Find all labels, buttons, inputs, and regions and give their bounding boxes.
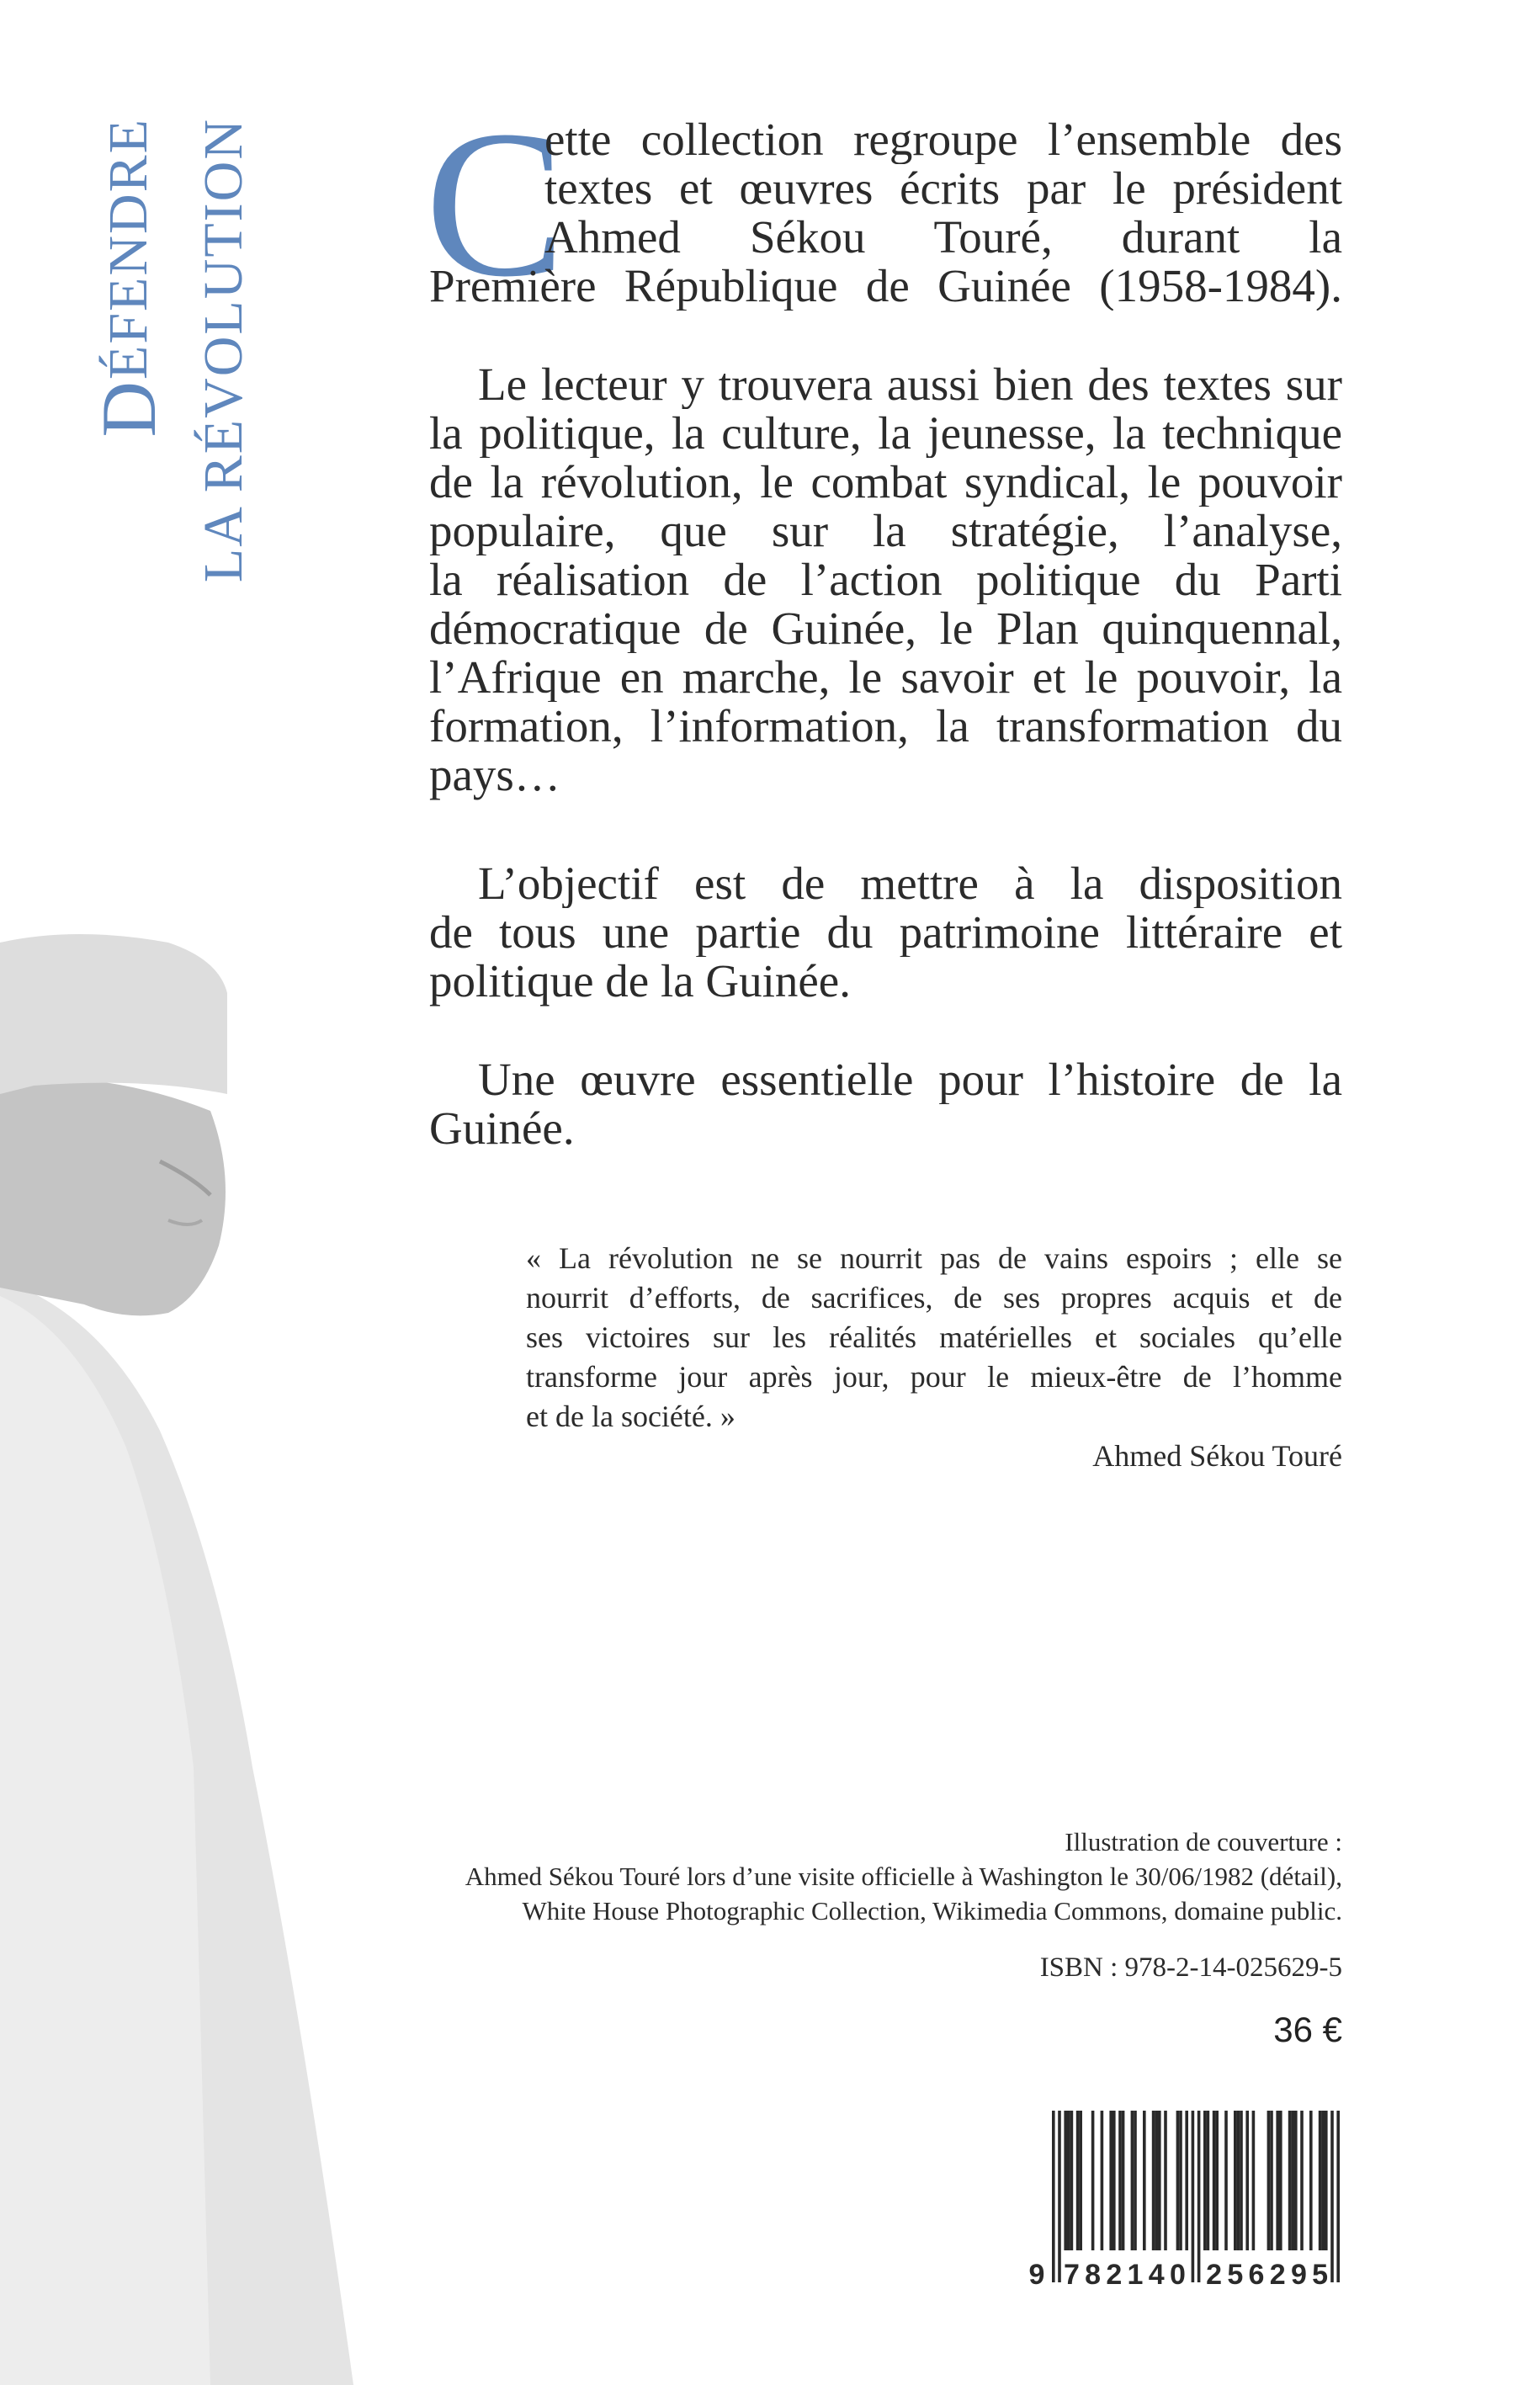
barcode-digit: 8 bbox=[1085, 2259, 1102, 2289]
barcode-bar bbox=[1143, 2111, 1146, 2250]
text-line: Guinée. bbox=[429, 1102, 575, 1154]
barcode-bar bbox=[1185, 2111, 1188, 2250]
barcode-bar bbox=[1118, 2111, 1122, 2250]
paragraph-topics bbox=[429, 360, 1342, 799]
barcode-bar bbox=[1234, 2111, 1237, 2250]
paragraph-objective bbox=[429, 859, 1342, 1006]
price: 36 € bbox=[1273, 2010, 1342, 2049]
title-initial: D bbox=[86, 380, 172, 438]
text-line: l’Afrique en marche, le savoir et le pouvoir, la bbox=[429, 653, 1342, 702]
barcode-bar bbox=[1240, 2111, 1243, 2250]
book-title-line-2: LA RÉVOLUTION bbox=[193, 118, 254, 583]
barcode-bar bbox=[1070, 2111, 1074, 2250]
barcode-bar bbox=[1176, 2111, 1180, 2250]
barcode-digit: 0 bbox=[1169, 2259, 1186, 2289]
barcode-bar bbox=[1079, 2111, 1082, 2250]
barcode-bar bbox=[1330, 2111, 1334, 2282]
barcode-bar bbox=[1309, 2111, 1313, 2250]
quote-author: Ahmed Sékou Touré bbox=[1092, 1439, 1342, 1473]
barcode-bar bbox=[1213, 2111, 1216, 2250]
barcode-bar bbox=[1131, 2111, 1134, 2250]
barcode-bar bbox=[1155, 2111, 1158, 2250]
barcode-digit: 4 bbox=[1148, 2259, 1165, 2289]
barcode-bar bbox=[1052, 2111, 1055, 2282]
text-line: L’objectif est de mettre à la disposition bbox=[478, 859, 1342, 908]
text-line: de la révolution, le combat syndical, le pouvoir bbox=[429, 458, 1342, 507]
title-rest: ÉFENDRE bbox=[98, 118, 159, 380]
barcode-bar bbox=[1134, 2111, 1137, 2250]
barcode-bar bbox=[1279, 2111, 1282, 2250]
text-line: textes et œuvres écrits par le président bbox=[544, 164, 1342, 213]
quote-line: ses victoires sur les réalités matérielles et sociales qu’elle bbox=[526, 1320, 1342, 1354]
barcode-digit: 5 bbox=[1227, 2259, 1244, 2289]
barcode-bar bbox=[1300, 2111, 1304, 2250]
barcode-bar bbox=[1076, 2111, 1080, 2250]
isbn: ISBN : 978-2-14-025629-5 bbox=[1039, 1952, 1342, 1983]
caption-line: Illustration de couverture : bbox=[1065, 1827, 1342, 1856]
barcode-bar bbox=[1197, 2111, 1201, 2282]
quote-line: « La révolution ne se nourrit pas de vains espoirs ; elle se bbox=[526, 1241, 1342, 1275]
barcode-digit: 9 bbox=[1290, 2259, 1307, 2289]
quote-line: et de la société. » bbox=[526, 1400, 735, 1433]
barcode-bar bbox=[1319, 2111, 1322, 2250]
caption-line: Ahmed Sékou Touré lors d’une visite officielle à Washington le 30/06/1982 (détail), bbox=[465, 1862, 1342, 1891]
barcode-bar bbox=[1203, 2111, 1207, 2250]
barcode-bar bbox=[1336, 2111, 1340, 2282]
barcode-bar bbox=[1158, 2111, 1161, 2250]
text-line: la politique, la culture, la jeunesse, la technique bbox=[429, 409, 1342, 458]
barcode-bar bbox=[1215, 2111, 1219, 2250]
text-line: la réalisation de l’action politique du Parti bbox=[429, 555, 1342, 604]
barcode-bar bbox=[1164, 2111, 1167, 2250]
isbn-barcode bbox=[1018, 2104, 1355, 2289]
text-line: pays… bbox=[429, 749, 560, 800]
paragraph-essential bbox=[429, 1055, 1342, 1153]
text-line: de tous une partie du patrimoine littéraire et bbox=[429, 908, 1342, 957]
barcode-bar bbox=[1291, 2111, 1294, 2250]
barcode-bar bbox=[1207, 2111, 1210, 2250]
cover-illustration-credit bbox=[465, 1825, 1342, 1928]
barcode-bar bbox=[1109, 2111, 1113, 2250]
barcode-digit: 7 bbox=[1063, 2259, 1080, 2289]
cover-photo-portrait bbox=[0, 926, 387, 2385]
barcode-bar bbox=[1064, 2111, 1067, 2250]
barcode-bar bbox=[1152, 2111, 1155, 2250]
barcode-digit: 6 bbox=[1248, 2259, 1265, 2289]
barcode-digit: 9 bbox=[1028, 2259, 1045, 2289]
barcode-digit: 5 bbox=[1312, 2259, 1329, 2289]
barcode-bar bbox=[1270, 2111, 1273, 2250]
barcode-bar bbox=[1091, 2111, 1095, 2250]
barcode-bar bbox=[1067, 2111, 1070, 2250]
text-line: Une œuvre essentielle pour l’histoire de la bbox=[478, 1055, 1342, 1104]
text-line: ette collection regroupe l’ensemble des bbox=[544, 115, 1342, 164]
barcode-bar bbox=[1276, 2111, 1279, 2250]
barcode-bar bbox=[1058, 2111, 1061, 2282]
book-title-line-1 bbox=[84, 118, 173, 437]
barcode-bar bbox=[1192, 2111, 1195, 2282]
barcode-bar bbox=[1294, 2111, 1298, 2250]
text-line: Ahmed Sékou Touré, durant la bbox=[544, 213, 1342, 262]
barcode-bar bbox=[1237, 2111, 1240, 2250]
text-line: formation, l’information, la transformation du bbox=[429, 702, 1342, 751]
barcode-bar bbox=[1325, 2111, 1328, 2250]
text-line: populaire, que sur la stratégie, l’analyse, bbox=[429, 507, 1342, 555]
text-line: politique de la Guinée. bbox=[429, 955, 851, 1007]
paragraph-intro bbox=[429, 115, 1342, 311]
text-line: démocratique de Guinée, le Plan quinquennal, bbox=[429, 604, 1342, 653]
barcode-bar bbox=[1113, 2111, 1116, 2250]
text-line: Le lecteur y trouvera aussi bien des textes sur bbox=[478, 360, 1342, 409]
quote-line: nourrit d’efforts, de sacrifices, de ses propres acquis et de bbox=[526, 1281, 1342, 1315]
barcode-digit: 2 bbox=[1206, 2259, 1223, 2289]
barcode-bar bbox=[1288, 2111, 1292, 2250]
barcode-bar bbox=[1101, 2111, 1104, 2250]
barcode-bar bbox=[1252, 2111, 1256, 2250]
drop-cap: C bbox=[425, 88, 566, 321]
barcode-digit: 2 bbox=[1106, 2259, 1123, 2289]
barcode-digit: 1 bbox=[1127, 2259, 1144, 2289]
barcode-bar bbox=[1321, 2111, 1325, 2250]
barcode-digit: 2 bbox=[1269, 2259, 1286, 2289]
quote-line: transforme jour après jour, pour le mieux-être de l’homme bbox=[526, 1360, 1342, 1394]
text-line: Première République de Guinée (1958-1984). bbox=[429, 262, 1342, 311]
quote-block bbox=[526, 1239, 1342, 1476]
barcode-bar bbox=[1224, 2111, 1228, 2250]
barcode-bar bbox=[1122, 2111, 1125, 2250]
barcode-bar bbox=[1245, 2111, 1249, 2250]
barcode-bar bbox=[1179, 2111, 1182, 2250]
caption-line: White House Photographic Collection, Wikimedia Commons, domaine public. bbox=[522, 1896, 1342, 1926]
barcode-bar bbox=[1267, 2111, 1271, 2250]
